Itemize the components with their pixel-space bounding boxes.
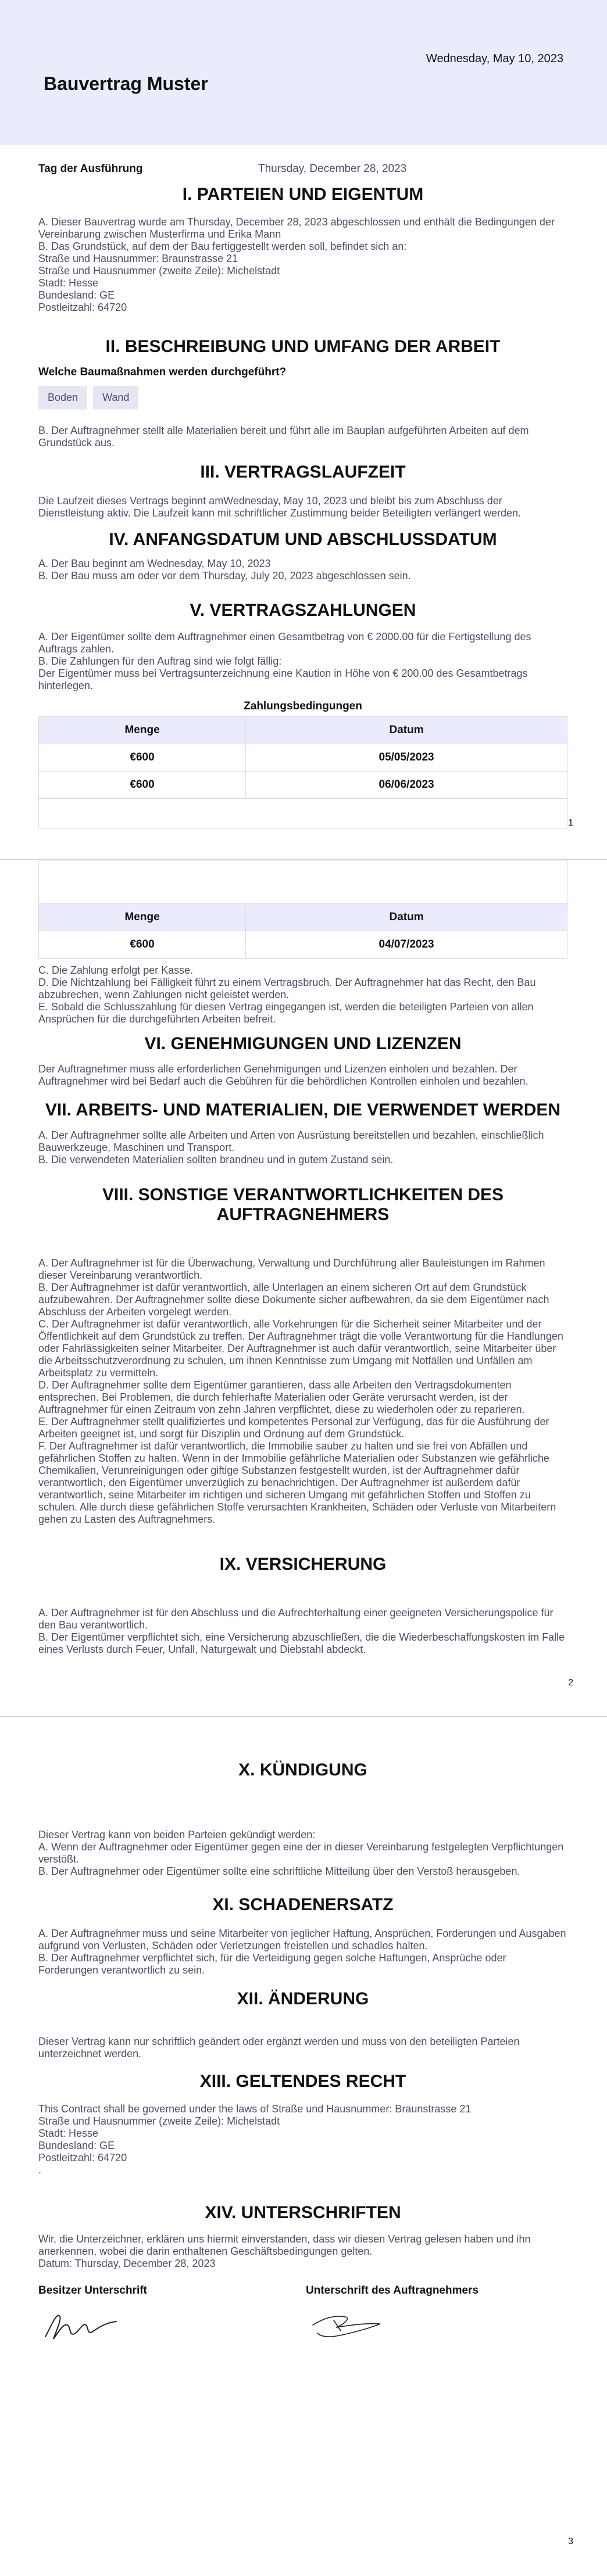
- section-parties: [38, 185, 567, 314]
- paragraph: A. Der Eigentümer sollte dem Auftragnehmer einen Gesamtbetrag von € 2000.00 für die Fertigstellung des Auftrags zahlen.: [38, 631, 531, 655]
- paragraph: E. Sobald die Schlusszahlung für diesen Vertrag eingegangen ist, werden die beteiligten Parteien von allen Ansprüchen für die durchgeführten Arbeiten befreit.: [38, 1001, 534, 1025]
- paragraph: B. Der Auftragnehmer oder Eigentümer sollte eine schriftliche Mitteilung über den Verstoß herausgeben.: [38, 1865, 520, 1877]
- page-3: [0, 1716, 607, 2576]
- paragraph: B. Das Grundstück, auf dem der Bau fertiggestellt werden soll, befindet sich an:: [38, 241, 407, 252]
- paragraph: Postleitzahl: 64720: [38, 302, 127, 313]
- contractor-signature-icon: [310, 2308, 392, 2342]
- section-title: I. PARTEIEN UND EIGENTUM: [182, 185, 424, 204]
- section-term: [38, 462, 567, 519]
- paragraph: This Contract shall be governed under the laws of Straße und Hausnummer: Braunstrasse 21: [38, 2103, 472, 2115]
- section-amendment: [38, 1989, 567, 2060]
- section-payments: [38, 601, 567, 828]
- paragraph: Wir, die Unterzeichner, erklären uns hiermit einverstanden, dass wir diesen Vertrag gelesen haben und ihn anerkennen, wobei die darin enthaltenen Geschäftsbedingungen gelten.: [38, 2233, 531, 2257]
- scope-chip-floor: Boden: [38, 386, 87, 410]
- paragraph: B. Der Auftragnehmer ist dafür verantwortlich, alle Unterlagen an einem sicheren Ort auf dem Grundstück aufzubewahren. Der Auftragnehmer sollte diese Dokumente sicher aufbewahren, da sie dem Eigentümer nach Abschluss der Arbeiten vorgelegt werden.: [38, 1282, 549, 1318]
- owner-signature-label: Besitzer Unterschrift: [38, 2284, 147, 2297]
- page-number: 1: [568, 818, 573, 828]
- date-cell: 05/05/2023: [246, 744, 567, 772]
- table-continuation-area: [38, 799, 567, 828]
- table-continuation-area: [38, 860, 567, 903]
- section-title: XIII. GELTENDES RECHT: [199, 2072, 406, 2091]
- table-header-row: [39, 904, 567, 931]
- section-title: XI. SCHADENERSATZ: [212, 1895, 394, 1914]
- page-number: 2: [568, 1678, 573, 1688]
- paragraph: Straße und Hausnummer: Braunstrasse 21: [38, 253, 238, 264]
- paragraph: .: [38, 2164, 42, 2176]
- paragraph: A. Dieser Bauvertrag wurde am Thursday, December 28, 2023 abgeschlossen und enthält die Bedingungen der Vereinbarung zwischen Musterfirma und Erika Mann: [38, 216, 555, 240]
- section-title: IX. VERSICHERUNG: [219, 1555, 387, 1574]
- section-materials: [38, 1100, 567, 1166]
- contractor-signature-label: Unterschrift des Auftragnehmers: [306, 2284, 479, 2297]
- payment-table-caption: Zahlungsbedingungen: [244, 700, 362, 712]
- section-title: XII. ÄNDERUNG: [237, 1989, 369, 2008]
- paragraph: A. Der Bau beginnt am Wednesday, May 10, 2023: [38, 558, 271, 569]
- paragraph: B. Der Auftragnehmer stellt alle Materialien bereit und führt alle im Bauplan aufgeführten Arbeiten auf dem Grundstück aus.: [38, 425, 529, 449]
- paragraph: A. Der Auftragnehmer ist für die Überwachung, Verwaltung und Durchführung aller Bauleistungen im Rahmen dieser Vereinbarung verantwortlich.: [38, 1257, 545, 1281]
- scope-chips: [38, 386, 567, 410]
- paragraph: Stadt: Hesse: [38, 2127, 99, 2139]
- table-row: [39, 744, 567, 772]
- paragraph: A. Der Auftragnehmer muss und seine Mitarbeiter von jeglicher Haftung, Ansprüchen, Forderungen und Ausgaben aufgrund von Verlusten, Schäden oder Verletzungen freistellen und schadlos halten.: [38, 1928, 566, 1951]
- paragraph: C. Der Auftragnehmer ist dafür verantwortlich, alle Vorkehrungen für die Sicherheit seiner Mitarbeiter und der Öffentlichkeit auf dem Grundstück zu treffen. Der Auftragnehmer trägt die volle Verantwortung für die Handlungen oder Fahrlässigkeiten seiner Mitarbeiter. Der Auftragnehmer ist auch dafür verantwortlich, seine Mitarbeiter über die Arbeitsschutzverordnung zu schulen, um ihnen Kenntnisse zum Umgang mit Notfällen und Unfällen am Arbeitsplatz zu vermitteln.: [38, 1318, 563, 1379]
- paragraph: Straße und Hausnummer (zweite Zeile): Michelstadt: [38, 265, 280, 277]
- column-header-amount: Menge: [39, 904, 246, 931]
- column-header-date: Datum: [246, 904, 567, 931]
- paragraph: A. Wenn der Auftragnehmer oder Eigentümer gegen eine der in dieser Vereinbarung festgelegten Verpflichtungen verstößt.: [38, 1841, 564, 1865]
- section-governing-law: [38, 2072, 567, 2176]
- section-indemnity: [38, 1895, 567, 1976]
- paragraph: Straße und Hausnummer (zweite Zeile): Michelstadt: [38, 2115, 280, 2127]
- paragraph: E. Der Auftragnehmer stellt qualifiziertes und kompetentes Personal zur Verfügung, das für die Ausführung der Arbeiten geeignet ist, und sorgt für Disziplin und Ordnung auf dem Grundstück.: [38, 1416, 549, 1440]
- payment-table-continued: [38, 860, 567, 1025]
- paragraph: B. Die verwendeten Materialien sollten brandneu und in gutem Zustand sein.: [38, 1154, 394, 1165]
- section-responsibilities: [38, 1185, 567, 1526]
- section-title: IV. ANFANGSDATUM UND ABSCHLUSSDATUM: [109, 530, 497, 549]
- paragraph: Bundesland: GE: [38, 289, 115, 301]
- section-title-line: AUFTRAGNEHMERS: [216, 1205, 390, 1224]
- section-title: III. VERTRAGSLAUFZEIT: [200, 462, 406, 482]
- paragraph: D. Der Auftragnehmer sollte dem Eigentümer garantieren, dass alle Arbeiten den Vertragsdokumenten entsprechen. Bei Problemen, die durch fehlerhafte Materialien oder Geräte verursacht werden, ist der Auftragnehmer für einen Zeitraum von zehn Jahren verpflichtet, diese zu wiederholen oder zu reparieren.: [38, 1379, 525, 1415]
- paragraph: Stadt: Hesse: [38, 277, 99, 289]
- payment-table: [38, 903, 567, 959]
- column-header-date: Datum: [246, 717, 567, 744]
- scope-question: Welche Baumaßnahmen werden durchgeführt?: [38, 366, 287, 378]
- date-cell: 06/06/2023: [246, 772, 567, 799]
- section-title: VII. ARBEITS- UND MATERIALIEN, DIE VERWENDET WERDEN: [45, 1100, 561, 1120]
- table-row: [39, 931, 567, 959]
- table-header-row: [39, 717, 567, 744]
- paragraph: Die Laufzeit dieses Vertrags beginnt amWednesday, May 10, 2023 und bleibt bis zum Abschluss der Dienstleistung aktiv. Die Laufzeit kann mit schriftlicher Zustimmung beider Beteiligten verlängert werden.: [38, 495, 522, 519]
- page-number: 3: [568, 2536, 573, 2546]
- execution-date: Thursday, December 28, 2023: [258, 163, 407, 175]
- header-date: Wednesday, May 10, 2023: [426, 52, 563, 65]
- amount-cell: €600: [39, 931, 246, 959]
- paragraph: A. Der Auftragnehmer ist für den Abschluss und die Aufrechterhaltung einer geeigneten Versicherungspolice für den Bau verantwortlich.: [38, 1607, 554, 1631]
- execution-row: [38, 163, 567, 177]
- section-title: V. VERTRAGSZAHLUNGEN: [190, 601, 416, 620]
- section-title: II. BESCHREIBUNG UND UMFANG DER ARBEIT: [105, 337, 501, 356]
- section-dates: [38, 530, 567, 582]
- paragraph: Datum: Thursday, December 28, 2023: [38, 2258, 216, 2269]
- paragraph: F. Der Auftragnehmer ist dafür verantwortlich, die Immobilie sauber zu halten und sie frei von Abfällen und gefährlichen Stoffen zu halten. Wenn in der Immobilie gefährliche Materialien oder Substanzen wie gefährliche Chemikalien, Verunreinigungen oder giftige Substanzen festgestellt wurden, ist der Auftragnehmer dafür verantwortlich, den Eigentümer unverzüglich zu benachrichtigen. Der Auftragnehmer ist außerdem dafür verantwortlich, seine Mitarbeiter im richtigen und sicheren Umgang mit gefährlichen Stoffen und Stoffen zu schulen. Alle durch diese gefährlichen Stoffe verursachten Krankheiten, Schäden oder Verluste von Mitarbeitern gehen zu Lasten des Auftragnehmers.: [38, 1440, 556, 1525]
- paragraph: B. Die Zahlungen für den Auftrag sind wie folgt fällig:: [38, 655, 282, 667]
- page-2: [0, 859, 607, 1717]
- amount-cell: €600: [39, 772, 246, 799]
- paragraph: B. Der Auftragnehmer verpflichtet sich, für die Verteidigung gegen solche Haftungen, Ansprüche oder Forderungen verantwortlich zu sein.: [38, 1952, 506, 1976]
- owner-signature-icon: [42, 2305, 129, 2346]
- section-title: XIV. UNTERSCHRIFTEN: [205, 2203, 401, 2222]
- paragraph: B. Der Bau muss am oder vor dem Thursday, July 20, 2023 abgeschlossen sein.: [38, 570, 411, 582]
- paragraph: Der Eigentümer muss bei Vertragsunterzeichnung eine Kaution in Höhe von € 200.00 des Gesamtbetrags hinterlegen.: [38, 668, 528, 691]
- payment-table: [38, 716, 567, 799]
- section-signatures: [38, 2203, 567, 2270]
- section-termination: [38, 1760, 567, 1878]
- signature-row: [38, 2284, 567, 2354]
- section-title: [38, 1185, 567, 1225]
- section-insurance: [38, 1555, 567, 1656]
- paragraph: Dieser Vertrag kann von beiden Parteien gekündigt werden:: [38, 1829, 316, 1840]
- section-permits: [38, 1034, 567, 1088]
- paragraph: B. Der Eigentümer verpflichtet sich, eine Versicherung abzuschließen, die die Wiederbeschaffungskosten im Falle eines Verlusts durch Feuer, Unfall, Naturgewalt und Diebstahl abdeckt.: [38, 1631, 565, 1655]
- scope-chip-wall: Wand: [93, 386, 138, 410]
- execution-label: Tag der Ausführung: [38, 163, 143, 175]
- section-title-line: VIII. SONSTIGE VERANTWORTLICHKEITEN DES: [102, 1185, 504, 1204]
- paragraph: C. Die Zahlung erfolgt per Kasse.: [38, 964, 194, 976]
- document-title: Bauvertrag Muster: [44, 73, 208, 94]
- table-row: [39, 772, 567, 799]
- paragraph: D. Die Nichtzahlung bei Fälligkeit führt zu einem Vertragsbruch. Der Auftragnehmer hat das Recht, den Bau abzubrechen, wenn Zahlungen nicht geleistet werden.: [38, 977, 536, 1000]
- section-title: X. KÜNDIGUNG: [238, 1760, 367, 1779]
- amount-cell: €600: [39, 744, 246, 772]
- page-1: [0, 0, 607, 859]
- paragraph: A. Der Auftragnehmer sollte alle Arbeiten und Arten von Ausrüstung bereitstellen und bezahlen, einschließlich Bauwerkzeuge, Maschinen und Transport.: [38, 1129, 544, 1153]
- date-cell: 04/07/2023: [246, 931, 567, 959]
- header-band: [0, 0, 607, 145]
- section-title: VI. GENEHMIGUNGEN UND LIZENZEN: [144, 1034, 462, 1053]
- section-scope: [38, 337, 567, 449]
- paragraph: Bundesland: GE: [38, 2140, 115, 2151]
- paragraph: Dieser Vertrag kann nur schriftlich geändert oder ergänzt werden und muss von den beteiligten Parteien unterzeichnet werden.: [38, 2036, 520, 2060]
- paragraph: Der Auftragnehmer muss alle erforderlichen Genehmigungen und Lizenzen einholen und bezahlen. Der Auftragnehmer wird bei Bedarf auch die Gebühren für die behördlichen Kontrollen einholen und bezahlen.: [38, 1063, 529, 1087]
- column-header-amount: Menge: [39, 717, 246, 744]
- paragraph: Postleitzahl: 64720: [38, 2152, 127, 2164]
